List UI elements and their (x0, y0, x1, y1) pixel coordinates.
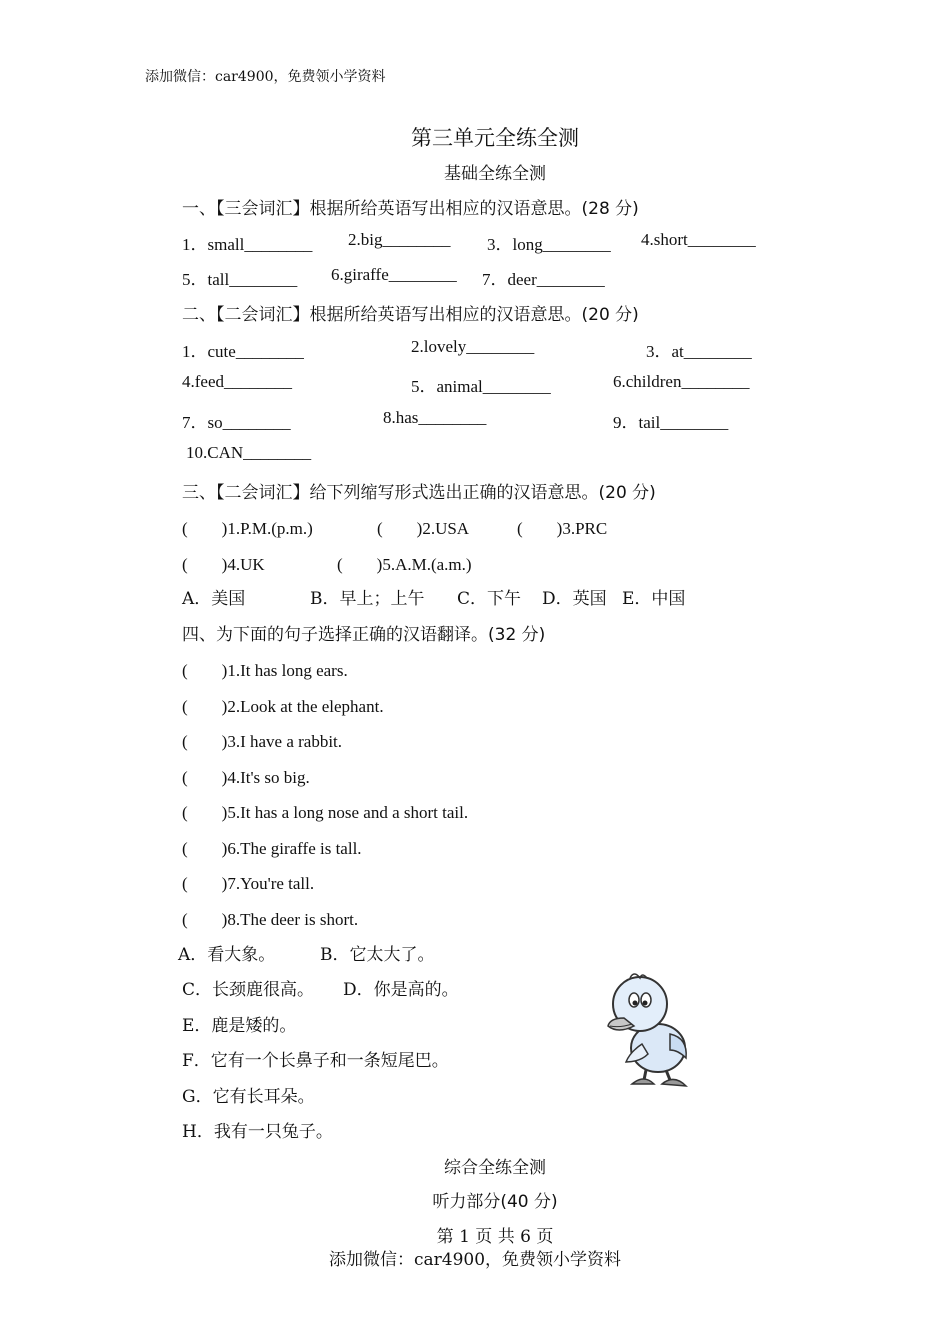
translation-choice: D．你是高的。 (343, 980, 459, 1000)
sentence-item: ( )2.Look at the elephant. (182, 697, 384, 716)
answer-option: A．美国 (182, 589, 246, 609)
sentence-item: ( )7.You're tall. (182, 874, 315, 893)
duckling-illustration (600, 966, 695, 1096)
section-2-heading: 二、【二会词汇】根据所给英语写出相应的汉语意思。(20 分) (182, 305, 639, 325)
sentence-item: ( )5.It has a long nose and a short tail. (182, 803, 469, 822)
vocab-item: 5．animal________ (411, 377, 551, 396)
page-number: 第 1 页 共 6 页 (436, 1227, 554, 1247)
abbr-item: ( )3.PRC (517, 519, 608, 538)
page-title: 第三单元全练全测 (411, 126, 579, 150)
vocab-item: 10.CAN________ (186, 443, 312, 462)
sentence-item: ( )4.It's so big. (182, 768, 310, 787)
vocab-item: 1．small________ (182, 235, 313, 254)
comprehensive-title: 综合全练全测 (444, 1158, 546, 1178)
vocab-item: 9．tail________ (613, 413, 729, 432)
section-4-heading: 四、为下面的句子选择正确的汉语翻译。(32 分) (182, 625, 546, 645)
translation-choice: C．长颈鹿很高。 (182, 980, 315, 1000)
translation-choice: H．我有一只兔子。 (182, 1122, 333, 1142)
sentence-item: ( )1.It has long ears. (182, 661, 348, 680)
translation-choice: B．它太大了。 (320, 945, 435, 965)
sentence-item: ( )3.I have a rabbit. (182, 732, 343, 751)
vocab-item: 7．so________ (182, 413, 291, 432)
section-3-heading: 三、【二会词汇】给下列缩写形式选出正确的汉语意思。(20 分) (182, 483, 656, 503)
sentence-item: ( )6.The giraffe is tall. (182, 839, 362, 858)
translation-choice: A．看大象。 (178, 945, 276, 965)
answer-option: D．英国 (542, 589, 607, 609)
vocab-item: 6.children________ (613, 372, 750, 391)
vocab-item: 7．deer________ (482, 270, 605, 289)
translation-choice: G．它有长耳朵。 (182, 1087, 315, 1107)
vocab-item: 3．at________ (646, 342, 752, 361)
abbr-item: ( )1.P.M.(p.m.) (182, 519, 313, 538)
translation-choice: E．鹿是矮的。 (182, 1016, 297, 1036)
vocab-item: 1．cute________ (182, 342, 304, 361)
footer-note: 添加微信：car4900，免费领小学资料 (328, 1250, 622, 1270)
vocab-item: 3．long________ (487, 235, 611, 254)
abbr-item: ( )2.USA (377, 519, 470, 538)
section-1-heading: 一、【三会词汇】根据所给英语写出相应的汉语意思。(28 分) (182, 199, 639, 219)
translation-choice: F．它有一个长鼻子和一条短尾巴。 (182, 1051, 449, 1071)
vocab-item: 8.has________ (383, 408, 487, 427)
vocab-item: 6.giraffe________ (331, 265, 457, 284)
header-note: 添加微信：car4900，免费领小学资料 (145, 69, 386, 85)
vocab-item: 5．tall________ (182, 270, 298, 289)
answer-option: E．中国 (622, 589, 686, 609)
page-subtitle: 基础全练全测 (444, 164, 546, 184)
sentence-item: ( )8.The deer is short. (182, 910, 359, 929)
abbr-item: ( )5.A.M.(a.m.) (337, 555, 472, 574)
listening-title: 听力部分(40 分) (432, 1192, 558, 1212)
vocab-item: 4.feed________ (182, 372, 293, 391)
answer-option: C．下午 (457, 589, 522, 609)
vocab-item: 2.big________ (348, 230, 451, 249)
abbr-item: ( )4.UK (182, 555, 265, 574)
answer-option: B．早上；上午 (310, 589, 425, 609)
vocab-item: 4.short________ (641, 230, 756, 249)
vocab-item: 2.lovely________ (411, 337, 535, 356)
